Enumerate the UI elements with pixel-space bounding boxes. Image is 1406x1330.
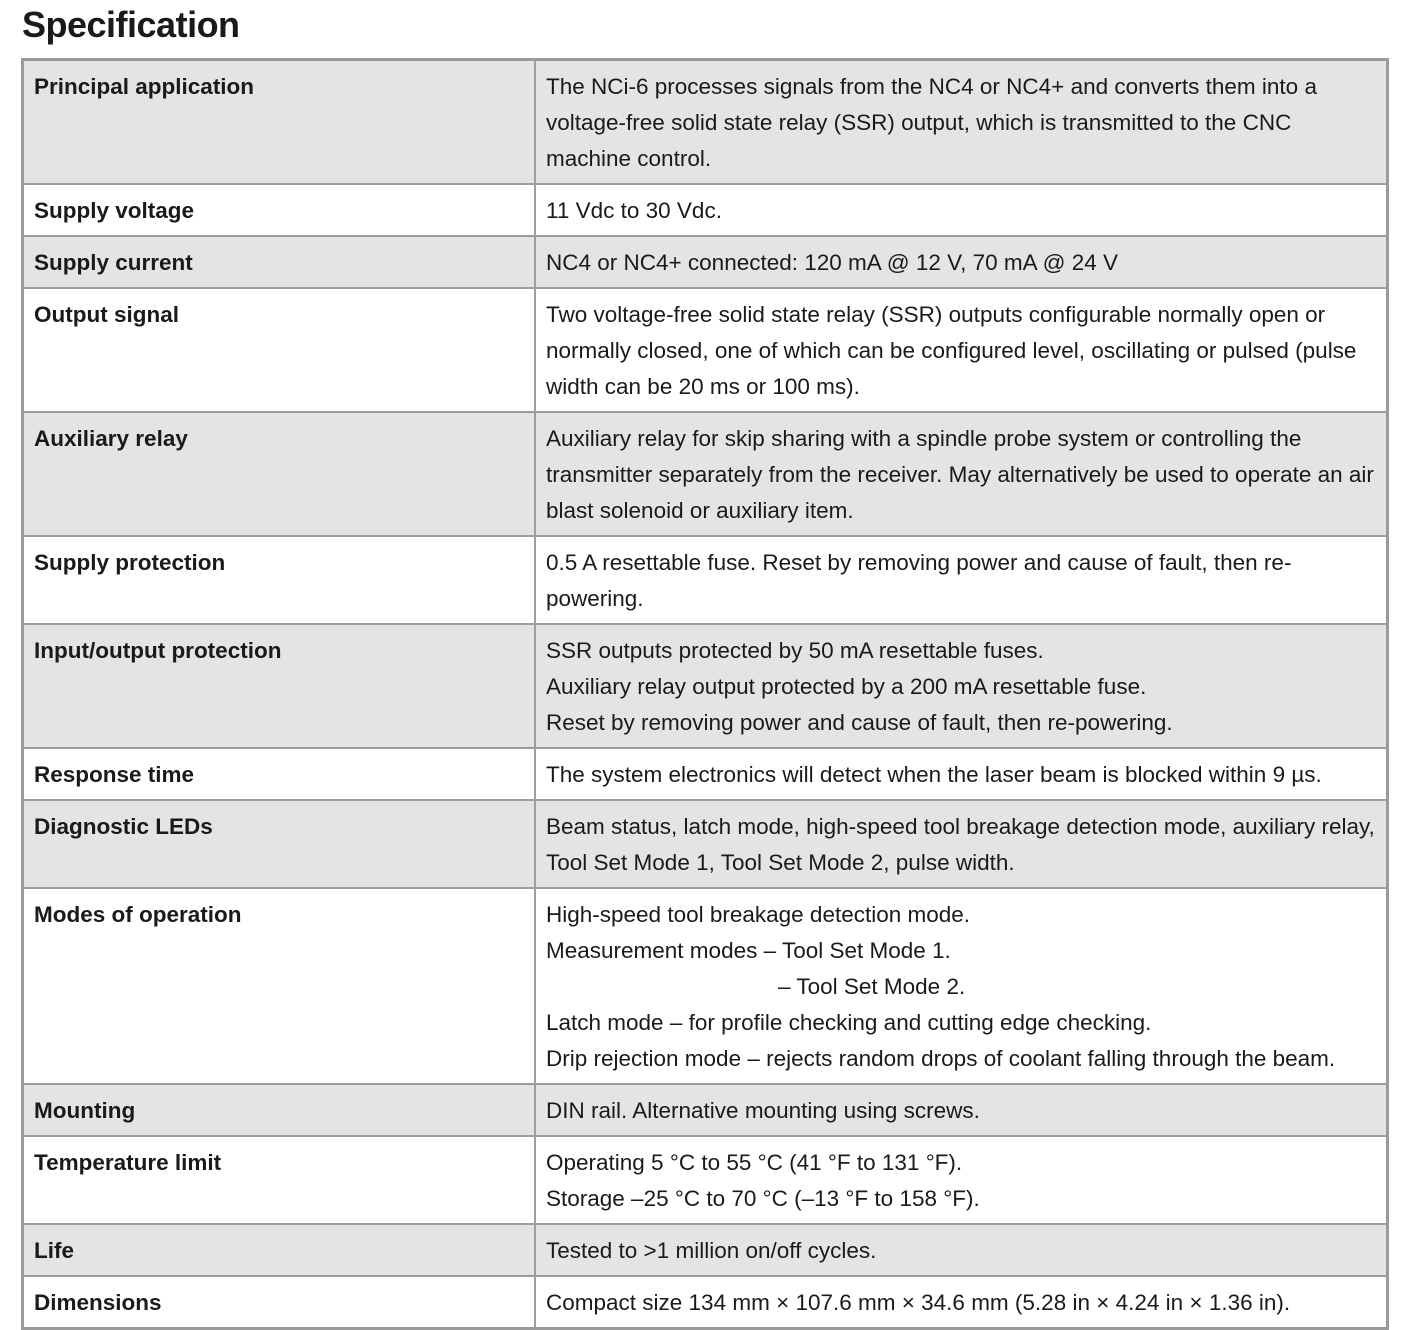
table-row xyxy=(23,748,1388,800)
spec-label: Dimensions xyxy=(23,1276,536,1329)
spec-value xyxy=(535,288,1388,412)
spec-value xyxy=(535,1084,1388,1136)
spec-label: Diagnostic LEDs xyxy=(23,800,536,888)
spec-value xyxy=(535,536,1388,624)
table-row xyxy=(23,288,1388,412)
spec-value-line: NC4 or NC4+ connected: 120 mA @ 12 V, 70 mA @ 24 V xyxy=(546,250,1119,275)
spec-value xyxy=(535,60,1388,185)
spec-value-line: The NCi-6 processes signals from the NC4 or NC4+ and converts them into a voltage-free solid state relay (SSR) output, which is transmitted to the CNC machine control. xyxy=(546,74,1317,171)
spec-value xyxy=(535,1136,1388,1224)
spec-value-line: SSR outputs protected by 50 mA resettable fuses. xyxy=(546,638,1044,663)
spec-value-line: DIN rail. Alternative mounting using screws. xyxy=(546,1098,980,1123)
spec-label: Life xyxy=(23,1224,536,1276)
table-row xyxy=(23,1224,1388,1276)
table-row xyxy=(23,1276,1388,1329)
spec-label: Response time xyxy=(23,748,536,800)
table-row xyxy=(23,888,1388,1084)
spec-value-line: Two voltage-free solid state relay (SSR) outputs configurable normally open or normally closed, one of which can be configured level, oscillating or pulsed (pulse width can be 20 ms or 100 ms). xyxy=(546,302,1357,399)
spec-value-line: Compact size 134 mm × 107.6 mm × 34.6 mm (5.28 in × 4.24 in × 1.36 in). xyxy=(546,1290,1291,1315)
spec-value xyxy=(535,888,1388,1084)
spec-value xyxy=(535,748,1388,800)
spec-label: Output signal xyxy=(23,288,536,412)
table-row xyxy=(23,800,1388,888)
spec-label: Supply voltage xyxy=(23,184,536,236)
table-row xyxy=(23,1084,1388,1136)
spec-value-line: Measurement modes – Tool Set Mode 1. xyxy=(546,938,951,963)
table-row xyxy=(23,60,1388,185)
spec-label: Input/output protection xyxy=(23,624,536,748)
spec-label: Temperature limit xyxy=(23,1136,536,1224)
spec-value-line: 0.5 A resettable fuse. Reset by removing power and cause of fault, then re-powering. xyxy=(546,550,1292,611)
spec-value-line: Operating 5 °C to 55 °C (41 °F to 131 °F). xyxy=(546,1150,963,1175)
spec-value xyxy=(535,624,1388,748)
table-row xyxy=(23,536,1388,624)
spec-label: Mounting xyxy=(23,1084,536,1136)
table-row xyxy=(23,624,1388,748)
spec-value xyxy=(535,236,1388,288)
spec-value xyxy=(535,1224,1388,1276)
specification-table xyxy=(21,58,1389,1330)
table-row xyxy=(23,184,1388,236)
spec-value-line: The system electronics will detect when the laser beam is blocked within 9 µs. xyxy=(546,762,1322,787)
page-title: Specification xyxy=(22,4,240,45)
spec-value-line: Auxiliary relay output protected by a 200 mA resettable fuse. xyxy=(546,674,1147,699)
spec-label: Auxiliary relay xyxy=(23,412,536,536)
spec-value-line: 11 Vdc to 30 Vdc. xyxy=(546,198,722,223)
spec-value xyxy=(535,800,1388,888)
spec-label: Principal application xyxy=(23,60,536,185)
table-row xyxy=(23,412,1388,536)
spec-label: Supply current xyxy=(23,236,536,288)
spec-value-line: Latch mode – for profile checking and cutting edge checking. xyxy=(546,1010,1152,1035)
spec-value-line: Tested to >1 million on/off cycles. xyxy=(546,1238,877,1263)
spec-value-line: Drip rejection mode – rejects random drops of coolant falling through the beam. xyxy=(546,1046,1336,1071)
spec-value-line: Storage –25 °C to 70 °C (–13 °F to 158 °F). xyxy=(546,1186,980,1211)
spec-value xyxy=(535,412,1388,536)
spec-value xyxy=(535,1276,1388,1329)
spec-value-line: Auxiliary relay for skip sharing with a spindle probe system or controlling the transmitter separately from the receiver. May alternatively be used to operate an air blast solenoid or auxiliary item. xyxy=(546,426,1374,523)
spec-value-line: – Tool Set Mode 2. xyxy=(778,974,966,999)
spec-value-line: High-speed tool breakage detection mode. xyxy=(546,902,971,927)
spec-value-line: Reset by removing power and cause of fault, then re-powering. xyxy=(546,710,1173,735)
table-row xyxy=(23,1136,1388,1224)
spec-value xyxy=(535,184,1388,236)
spec-label: Supply protection xyxy=(23,536,536,624)
spec-label: Modes of operation xyxy=(23,888,536,1084)
spec-value-line: Beam status, latch mode, high-speed tool breakage detection mode, auxiliary relay, Tool Set Mode 1, Tool Set Mode 2, pulse width. xyxy=(546,814,1375,875)
table-row xyxy=(23,236,1388,288)
